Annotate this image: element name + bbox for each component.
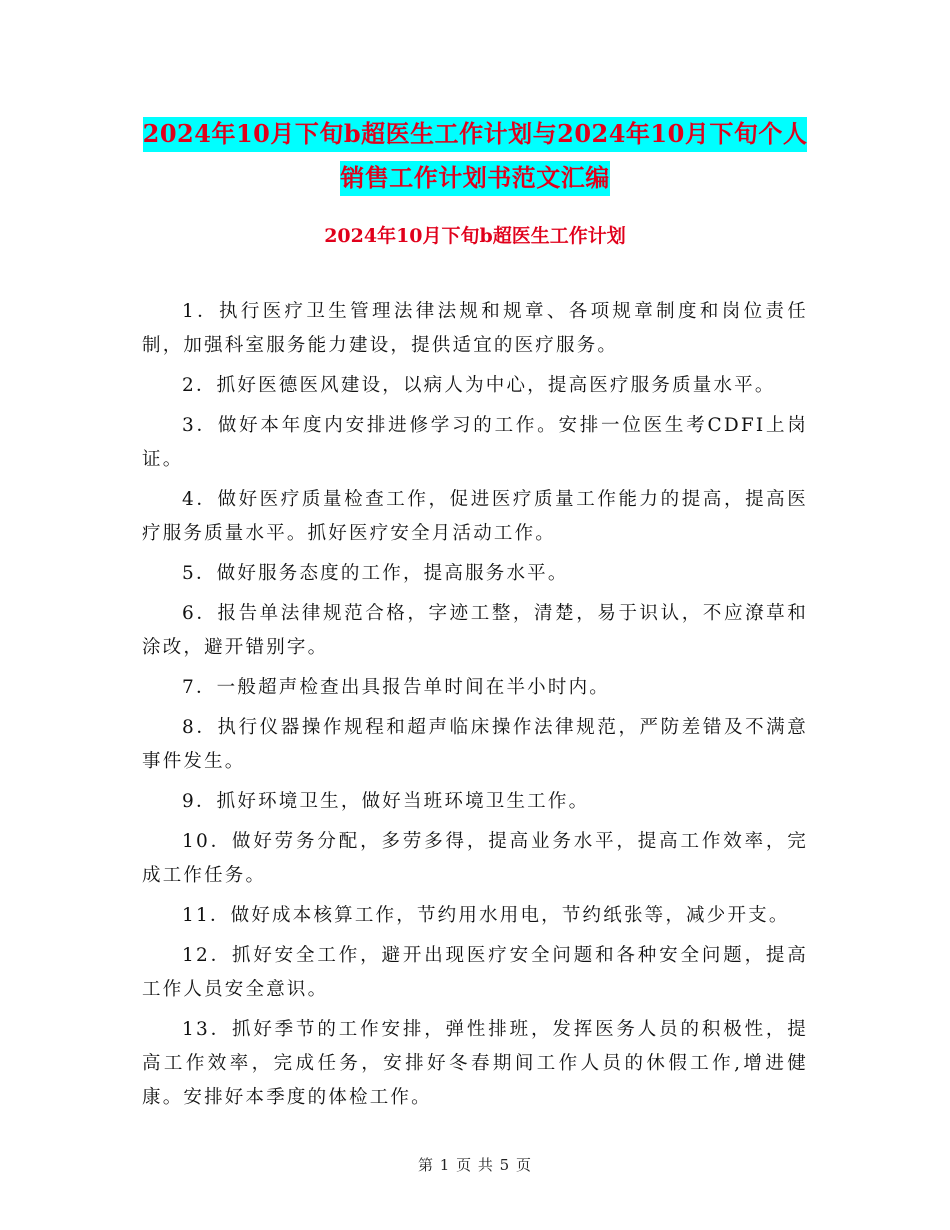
document-title-text: 2024年10月下旬b超医生工作计划与2024年10月下旬个人销售工作计划书范文汇编 bbox=[143, 117, 808, 196]
paragraph-5: 5．做好服务态度的工作，提高服务水平。 bbox=[182, 563, 569, 584]
paragraph-12: 12．抓好安全工作，避开出现医疗安全问题和各种安全问题，提高工作人员安全意识。 bbox=[142, 945, 808, 1000]
document-body bbox=[142, 295, 808, 1121]
paragraph-8: 8．执行仪器操作规程和超声临床操作法律规范，严防差错及不满意事件发生。 bbox=[142, 717, 808, 772]
paragraph-4: 4．做好医疗质量检查工作，促进医疗质量工作能力的提高，提高医疗服务质量水平。抓好医疗安全月活动工作。 bbox=[142, 489, 808, 544]
paragraph-3: 3．做好本年度内安排进修学习的工作。安排一位医生考CDFI上岗证。 bbox=[142, 415, 808, 470]
page-number-footer: 第 1 页 共 5 页 bbox=[418, 1156, 532, 1174]
paragraph-9: 9．抓好环境卫生，做好当班环境卫生工作。 bbox=[182, 791, 590, 812]
section-heading: 2024年10月下旬b超医生工作计划 bbox=[324, 225, 626, 247]
paragraph-2: 2．抓好医德医风建设，以病人为中心，提高医疗服务质量水平。 bbox=[182, 375, 776, 396]
document-title bbox=[140, 112, 810, 200]
paragraph-10: 10．做好劳务分配，多劳多得，提高业务水平，提高工作效率，完成工作任务。 bbox=[142, 831, 808, 886]
paragraph-13: 13．抓好季节的工作安排，弹性排班，发挥医务人员的积极性，提高工作效率，完成任务，安排好冬春期间工作人员的休假工作,增进健康。安排好本季度的体检工作。 bbox=[142, 1019, 808, 1108]
paragraph-1: 1．执行医疗卫生管理法律法规和规章、各项规章制度和岗位责任制，加强科室服务能力建设，提供适宜的医疗服务。 bbox=[142, 301, 808, 356]
paragraph-7: 7．一般超声检查出具报告单时间在半小时内。 bbox=[182, 677, 610, 698]
paragraph-6: 6．报告单法律规范合格，字迹工整，清楚，易于识认，不应潦草和涂改，避开错别字。 bbox=[142, 603, 808, 658]
paragraph-11: 11．做好成本核算工作，节约用水用电，节约纸张等，减少开支。 bbox=[182, 905, 790, 926]
